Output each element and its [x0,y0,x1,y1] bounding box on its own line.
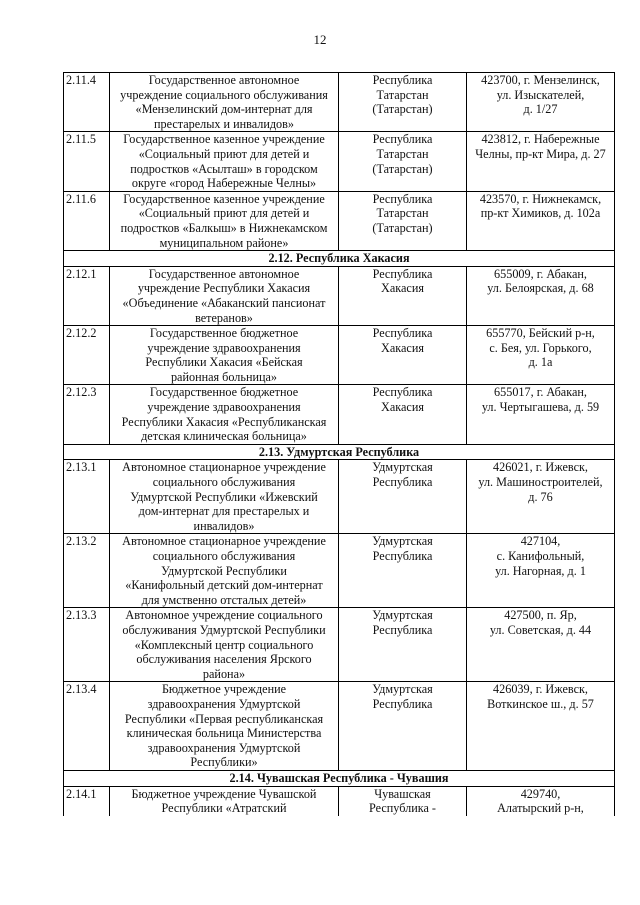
region-name-line: Удмуртская [372,608,433,623]
region-name [339,786,467,816]
institution-name-line: учреждение социального обслуживания [120,87,328,102]
region-name [339,73,467,132]
table-row [64,191,615,250]
institution-name-line: Удмуртской Республики «Ижевский [130,489,318,504]
region-name-line: Удмуртская [372,682,433,697]
address [467,73,615,132]
region-name [339,534,467,608]
institution-name-line: «Мензелинский дом-интернат для [135,102,313,117]
region-name-line: Республика [372,73,433,87]
institution-name-line: учреждение Республики Хакасия [137,281,311,296]
institution-name-line: Республики «Атратский [161,801,287,816]
institution-name-line: учреждение здравоохранения [147,340,301,355]
institution-name-line: Республики Хакасия «Республиканская [121,414,327,429]
table-row [64,132,615,191]
region-name-line: Республика [372,326,433,341]
institution-name-line: для умственно отсталых детей» [141,592,307,607]
address-line: д. 1а [528,355,553,370]
address [467,132,615,191]
institution-name-line: Бюджетное учреждение [161,682,287,697]
table-row [64,385,615,444]
institution-name [110,266,339,325]
region-name-line: Хакасия [381,340,424,355]
institution-name-line: «Объединение «Абаканский пансионат [122,295,326,310]
address-line: 427500, п. Яр, [504,608,577,623]
institution-name-line: Государственное автономное [148,73,300,87]
region-name-line: Республика [372,622,433,637]
address-line: д. 1/27 [523,102,558,117]
row-number: 2.13.3 [64,608,110,682]
row-number: 2.14.1 [64,786,110,816]
table-row [64,266,615,325]
address [467,266,615,325]
row-number: 2.12.2 [64,326,110,385]
region-name-line: (Татарстан) [372,161,433,176]
region-name-line: Республика [372,385,433,400]
region-name [339,326,467,385]
institution-name-line: Республики Хакасия «Бейская [145,355,303,370]
region-name-line: Татарстан [376,206,429,221]
region-name-line: Татарстан [376,87,429,102]
institution-name-line: районная больница» [170,369,278,384]
institution-name-line: Республики «Первая республиканская [124,711,324,726]
row-number: 2.11.6 [64,191,110,250]
institution-name-line: Государственное казенное учреждение [123,191,325,206]
address [467,682,615,771]
section-title: 2.14. Чувашская Республика - Чувашия [64,770,615,786]
region-name-line: (Татарстан) [372,102,433,117]
region-name-line: Республика [372,191,433,206]
institution-name-line: Автономное учреждение социального [125,608,323,623]
institution-name-line: округе «город Набережные Челны» [131,176,317,191]
address-line: ул. Советская, д. 44 [489,622,592,637]
table-row [64,534,615,608]
address-line: 655017, г. Абакан, [494,385,587,400]
institution-name-line: учреждение здравоохранения [147,400,301,415]
region-name-line: Республика - [369,801,436,816]
institution-name-line: обслуживания Удмуртской Республики [122,622,326,637]
institution-name-line: социального обслуживания [152,549,296,563]
region-name [339,266,467,325]
institution-name [110,682,339,771]
institution-name-line: детская клиническая больница» [141,429,307,444]
institution-name [110,73,339,132]
address-line: 423570, г. Нижнекамск, [479,191,602,206]
address-line: ул. Нагорная, д. 1 [495,563,586,578]
region-name-line: Республика [372,696,433,711]
section-header-row [64,444,615,460]
region-name-line: Хакасия [381,400,424,415]
institutions-table-body [64,73,615,816]
row-number: 2.12.1 [64,266,110,325]
institution-name-line: Республики» [190,755,258,770]
row-number: 2.13.2 [64,534,110,608]
institutions-table [63,72,615,816]
institution-name-line: престарелых и инвалидов» [153,116,294,131]
row-number: 2.12.3 [64,385,110,444]
region-name [339,460,467,534]
institution-name-line: «Комплексный центр социального [134,637,314,652]
institution-name [110,460,339,534]
institution-name-line: «Канифольный детский дом-интернат [125,578,323,593]
address-line: 429740, [520,786,561,801]
region-name [339,385,467,444]
address [467,786,615,816]
institution-name-line: Удмуртской Республики [161,563,287,578]
institution-name-line: обслуживания населения Ярского [136,652,312,667]
address [467,191,615,250]
institution-name-line: инвалидов» [193,518,255,533]
institution-name-line: здравоохранения Удмуртской [147,696,301,711]
address [467,385,615,444]
institution-name-line: района» [202,666,246,681]
address-line: Алатырский р-н, [497,801,584,816]
institution-name-line: Государственное бюджетное [149,326,299,341]
institution-name [110,608,339,682]
institution-name-line: муниципальном районе» [159,235,289,250]
region-name-line: Республика [372,475,433,490]
page-number: 12 [313,32,327,47]
section-title: 2.13. Удмуртская Республика [64,444,615,460]
address [467,608,615,682]
region-name [339,682,467,771]
table-row [64,682,615,771]
institution-name-line: Государственное автономное [148,266,300,281]
institution-name [110,786,339,816]
institution-name-line: дом-интернат для престарелых и [138,504,310,519]
address-line: ул. Машиностроителей, [478,475,603,490]
address [467,326,615,385]
institution-name-line: социального обслуживания [152,475,296,490]
institution-name-line: здравоохранения Удмуртской [147,740,301,755]
row-number: 2.13.1 [64,460,110,534]
section-header-row [64,770,615,786]
institution-name-line: подростков «Балкыш» в Нижнекамском [120,220,328,235]
region-name-line: Удмуртская [372,534,433,549]
institution-name-line: ветеранов» [195,310,253,325]
address-line: 655009, г. Абакан, [494,266,587,281]
address-line: ул. Белоярская, д. 68 [487,281,594,296]
region-name-line: Удмуртская [372,460,433,475]
region-name-line: Чувашская [374,786,431,801]
table-row [64,786,615,816]
row-number: 2.11.5 [64,132,110,191]
region-name-line: Хакасия [381,281,424,296]
address-line: 426021, г. Ижевск, [493,460,588,475]
address [467,534,615,608]
address-line: д. 76 [528,489,553,504]
address-line: 655770, Бейский р-н, [486,326,595,341]
institution-name-line: «Социальный приют для детей и [138,206,310,221]
region-name-line: Татарстан [376,146,429,161]
address-line: с. Бея, ул. Горького, [489,340,592,355]
institution-name-line: клиническая больница Министерства [126,726,322,741]
region-name [339,132,467,191]
institution-name [110,326,339,385]
region-name-line: Республика [372,549,433,563]
address-line: 423812, г. Набережные [481,132,600,147]
region-name [339,191,467,250]
institution-name [110,534,339,608]
address-line: Воткинское ш., д. 57 [487,696,594,711]
region-name-line: Республика [372,266,433,281]
table-row [64,608,615,682]
institution-name-line: Автономное стационарное учреждение [122,460,326,475]
table-row [64,460,615,534]
address-line: пр-кт Химиков, д. 102а [480,206,601,221]
region-name [339,608,467,682]
address [467,460,615,534]
address-line: ул. Чертыгашева, д. 59 [481,400,600,415]
institution-name-line: Государственное бюджетное [149,385,299,400]
institution-name-line: «Социальный приют для детей и [138,146,310,161]
table-row [64,73,615,132]
section-header-row [64,251,615,267]
institution-name [110,385,339,444]
institution-name [110,191,339,250]
address-line: 426039, г. Ижевск, [493,682,588,697]
address-line: Челны, пр-кт Мира, д. 27 [475,146,606,161]
institution-name [110,132,339,191]
address-line: 423700, г. Мензелинск, [481,73,600,87]
region-name-line: Республика [372,132,433,147]
row-number: 2.13.4 [64,682,110,771]
table-row [64,326,615,385]
institution-name-line: Автономное стационарное учреждение [122,534,326,549]
address-line: с. Канифольный, [496,549,585,563]
region-name-line: (Татарстан) [372,220,433,235]
institution-name-line: Бюджетное учреждение Чувашской [131,786,317,801]
row-number: 2.11.4 [64,73,110,132]
institution-name-line: Государственное казенное учреждение [123,132,325,147]
section-title: 2.12. Республика Хакасия [64,251,615,267]
institution-name-line: подростков «Асылташ» в городском [130,161,318,176]
address-line: 427104, [520,534,561,549]
address-line: ул. Изыскателей, [496,87,585,102]
